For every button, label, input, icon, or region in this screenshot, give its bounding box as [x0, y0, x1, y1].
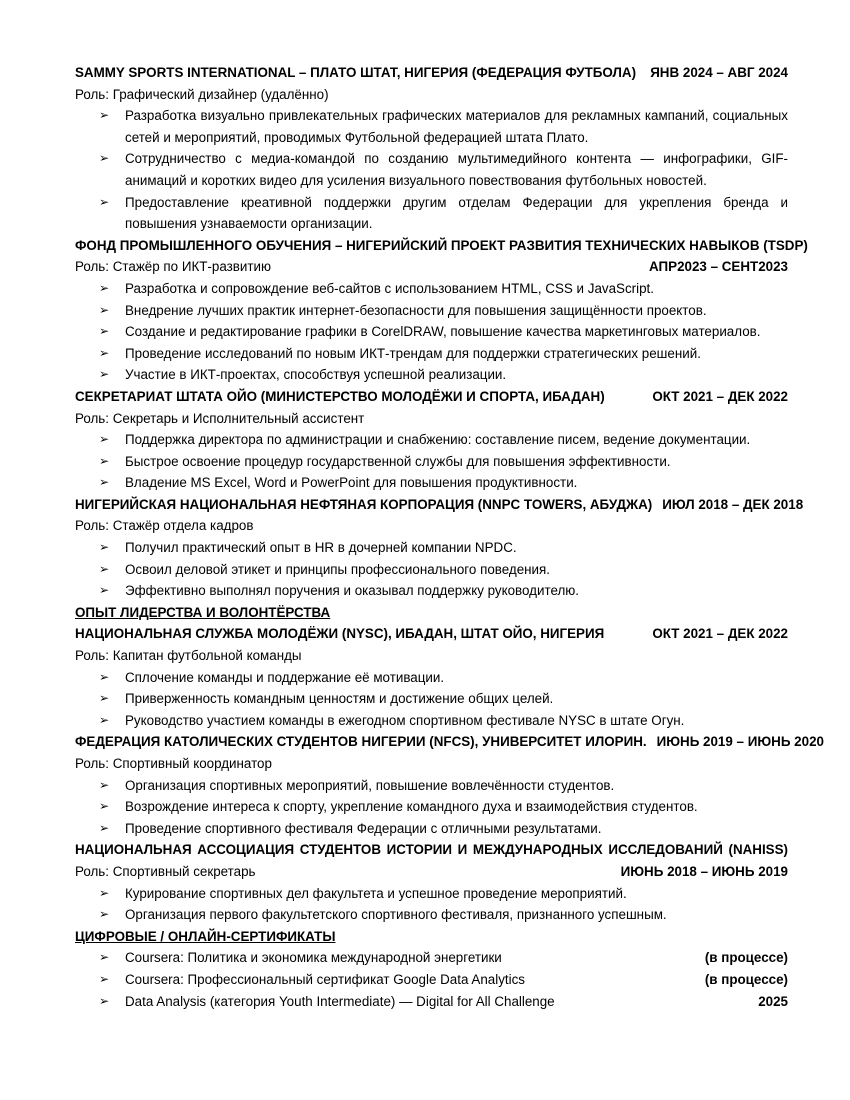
job-title: SAMMY SPORTS INTERNATIONAL – ПЛАТО ШТАТ, НИГЕРИЯ (ФЕДЕРАЦИЯ ФУТБОЛА): [75, 65, 637, 80]
list-item: [75, 580, 788, 602]
role-text: Роль: Секретарь и Исполнительный ассистент: [75, 410, 365, 426]
job-title: НИГЕРИЙСКАЯ НАЦИОНАЛЬНАЯ НЕФТЯНАЯ КОРПОРАЦИЯ (NNPC TOWERS, АБУДЖА): [75, 496, 653, 512]
bullet-text: Разработка и сопровождение веб-сайтов с использованием HTML, CSS и JavaScript.: [125, 280, 654, 296]
list-item: [75, 321, 788, 343]
bullet-text: Сотрудничество с медиа-командой по созданию мультимедийного контента — инфографики, GIF-анимаций и коротких видео для усиления визуального повествования футбольных новостей.: [125, 151, 788, 188]
job-dates: ЯНВ 2024 – АВГ 2024: [650, 65, 788, 80]
bullet-arrow-icon: ➢: [99, 345, 110, 360]
list-item: [75, 278, 788, 300]
bullet-arrow-icon: ➢: [99, 108, 110, 123]
bullet-text: Предоставление креативной поддержки другим отделам Федерации для укрепления бренда и повышения узнаваемости организации.: [125, 194, 788, 232]
bullet-text: Возрождение интереса к спорту, укрепление командного духа и взаимодействия студентов.: [125, 799, 698, 815]
bullet-arrow-icon: ➢: [99, 367, 110, 382]
list-item: [75, 688, 788, 710]
org-title: НАЦИОНАЛЬНАЯ СЛУЖБА МОЛОДЁЖИ (NYSC), ИБАДАН, ШТАТ ОЙО, НИГЕРИЯ: [75, 626, 605, 642]
bullet-arrow-icon: ➢: [99, 302, 110, 317]
bullet-arrow-icon: ➢: [99, 475, 110, 490]
bullet-text: Проведение спортивного фестиваля Федерации с отличными результатами.: [125, 820, 602, 836]
certificate-item: [75, 947, 788, 969]
certificate-item: [75, 991, 788, 1013]
job-title: ФОНД ПРОМЫШЛЕННОГО ОБУЧЕНИЯ – НИГЕРИЙСКИЙ ПРОЕКТ РАЗВИТИЯ ТЕХНИЧЕСКИХ НАВЫКОВ (TSDP): [75, 237, 808, 253]
job-role: [75, 515, 788, 537]
role-text: Роль: Спортивный координатор: [75, 756, 272, 771]
bullet-arrow-icon: ➢: [99, 820, 110, 835]
list-item: [75, 883, 788, 905]
job-header: [75, 62, 788, 84]
leadership-role: [75, 861, 788, 883]
org-title: ФЕДЕРАЦИЯ КАТОЛИЧЕСКИХ СТУДЕНТОВ НИГЕРИИ (NFCS), УНИВЕРСИТЕТ ИЛОРИН.: [75, 734, 647, 750]
list-item: [75, 710, 788, 732]
bullet-text: Внедрение лучших практик интернет-безопасности для повышения защищённости проектов.: [125, 302, 707, 318]
leadership-header: [75, 623, 788, 645]
certificate-status: (в процессе): [704, 971, 788, 987]
org-title: НАЦИОНАЛЬНАЯ АССОЦИАЦИЯ СТУДЕНТОВ ИСТОРИИ И МЕЖДУНАРОДНЫХ ИССЛЕДОВАНИЙ (NAHISS): [75, 842, 788, 858]
org-dates: ИЮНЬ 2019 – ИЮНЬ 2020: [656, 734, 824, 750]
list-item: [75, 300, 788, 322]
list-item: [75, 537, 788, 559]
section-title-leadership: ОПЫТ ЛИДЕРСТВА И ВОЛОНТЁРСТВА: [75, 604, 331, 620]
list-item: [75, 148, 788, 191]
list-item: [75, 667, 788, 689]
certificate-name: Data Analysis (категория Youth Intermediate) — Digital for All Challenge: [125, 993, 555, 1009]
bullet-arrow-icon: ➢: [99, 453, 110, 468]
role-text: Роль: Капитан футбольной команды: [75, 648, 302, 664]
certificate-name: Coursera: Политика и экономика международной энергетики: [125, 950, 502, 966]
list-item: [75, 192, 788, 235]
resume-page: [75, 62, 824, 1012]
job-dates: АПР2023 – СЕНТ2023: [649, 259, 788, 275]
bullet-arrow-icon: ➢: [99, 950, 110, 965]
list-item: [75, 343, 788, 365]
bullet-arrow-icon: ➢: [99, 540, 110, 555]
bullet-text: Владение MS Excel, Word и PowerPoint для повышения продуктивности.: [125, 475, 578, 491]
bullet-text: Организация первого факультетского спортивного фестиваля, признанного успешным.: [125, 907, 667, 923]
bullet-text: Курирование спортивных дел факультета и успешное проведение мероприятий.: [125, 885, 627, 901]
bullet-arrow-icon: ➢: [99, 885, 110, 900]
list-item: [75, 775, 788, 797]
bullet-text: Быстрое освоение процедур государственной службы для повышения эффективности.: [125, 453, 671, 469]
job-title: СЕКРЕТАРИАТ ШТАТА ОЙО (МИНИСТЕРСТВО МОЛОДЁЖИ И СПОРТА, ИБАДАН): [75, 388, 605, 404]
list-item: [75, 451, 788, 473]
bullet-arrow-icon: ➢: [99, 907, 110, 922]
list-item: [75, 904, 788, 926]
list-item: [75, 429, 788, 451]
certificate-item: [75, 969, 788, 991]
bullet-arrow-icon: ➢: [99, 280, 110, 295]
role-text: Роль: Стажёр по ИКТ-развитию: [75, 259, 272, 275]
role-text: Роль: Стажёр отдела кадров: [75, 518, 254, 534]
job-dates: ОКТ 2021 – ДЕК 2022: [652, 388, 788, 404]
org-dates: ОКТ 2021 – ДЕК 2022: [652, 626, 788, 642]
org-dates: ИЮНЬ 2018 – ИЮНЬ 2019: [620, 863, 788, 879]
bullet-arrow-icon: ➢: [99, 691, 110, 706]
bullet-text: Создание и редактирование графики в CorelDRAW, повышение качества маркетинговых материалов.: [125, 324, 761, 340]
bullet-arrow-icon: ➢: [99, 669, 110, 684]
list-item: [75, 364, 788, 386]
bullet-arrow-icon: ➢: [99, 777, 110, 792]
bullet-text: Поддержка директора по администрации и снабжению: составление писем, ведение документации.: [125, 432, 751, 448]
bullet-text: Разработка визуально привлекательных графических материалов для рекламных кампаний, социальных сетей и мероприятий, проводимых Футбольной федерацией штата Плато.: [125, 108, 788, 145]
list-item: [75, 105, 788, 148]
bullet-arrow-icon: ➢: [99, 194, 110, 209]
job-role: [75, 256, 788, 278]
job-header: [75, 386, 788, 408]
job-role: [75, 408, 788, 430]
bullet-arrow-icon: ➢: [99, 432, 110, 447]
bullet-text: Сплочение команды и поддержание её мотивации.: [125, 669, 445, 685]
certificate-status: 2025: [758, 993, 788, 1009]
bullet-arrow-icon: ➢: [99, 561, 110, 576]
bullet-text: Проведение исследований по новым ИКТ-трендам для поддержки стратегических решений.: [125, 345, 701, 361]
role-text: Роль: Спортивный секретарь: [75, 863, 256, 879]
bullet-arrow-icon: ➢: [99, 799, 110, 814]
list-item: [75, 472, 788, 494]
bullet-arrow-icon: ➢: [99, 712, 110, 727]
leadership-role: [75, 753, 788, 775]
bullet-arrow-icon: ➢: [99, 324, 110, 339]
leadership-header: [75, 731, 824, 753]
bullet-text: Организация спортивных мероприятий, повышение вовлечённости студентов.: [125, 777, 615, 793]
job-header: [75, 235, 808, 257]
leadership-role: [75, 645, 788, 667]
list-item: [75, 796, 788, 818]
bullet-text: Приверженность командным ценностям и достижение общих целей.: [125, 691, 554, 707]
certificate-status: (в процессе): [704, 950, 788, 966]
section-title-certificates: ЦИФРОВЫЕ / ОНЛАЙН-СЕРТИФИКАТЫ: [75, 928, 336, 944]
list-item: [75, 559, 788, 581]
bullet-text: Руководство участием команды в ежегодном спортивном фестивале NYSC в штате Огун.: [125, 712, 685, 728]
bullet-arrow-icon: ➢: [99, 993, 110, 1008]
job-role: [75, 84, 788, 106]
bullet-arrow-icon: ➢: [99, 151, 110, 166]
role-text: Роль: Графический дизайнер (удалённо): [75, 86, 329, 102]
leadership-header: [75, 839, 788, 861]
job-header: [75, 494, 804, 516]
job-dates: ИЮЛ 2018 – ДЕК 2018: [662, 496, 804, 512]
list-item: [75, 818, 788, 840]
bullet-arrow-icon: ➢: [99, 971, 110, 986]
bullet-text: Освоил деловой этикет и принципы профессионального поведения.: [125, 561, 550, 577]
bullet-text: Получил практический опыт в HR в дочерней компании NPDC.: [125, 540, 517, 556]
bullet-arrow-icon: ➢: [99, 583, 110, 598]
bullet-text: Эффективно выполнял поручения и оказывал поддержку руководителю.: [125, 583, 580, 599]
certificate-name: Coursera: Профессиональный сертификат Google Data Analytics: [125, 971, 525, 987]
bullet-text: Участие в ИКТ-проектах, способствуя успешной реализации.: [125, 367, 507, 383]
